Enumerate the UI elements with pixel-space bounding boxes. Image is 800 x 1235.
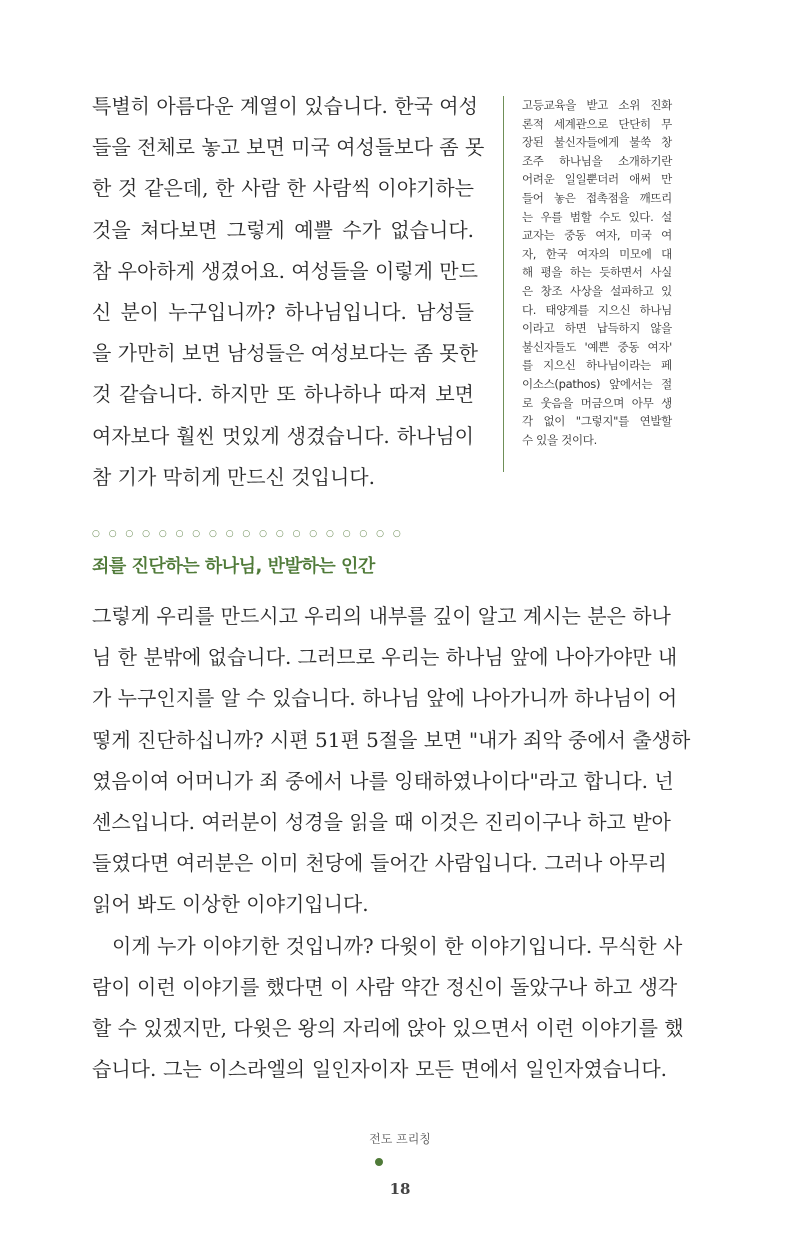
text-line: 특별히 아름다운 계열이 있습니다. 한국 여성 [92,94,478,118]
note-line: 로 웃음을 머금으며 아무 생 [522,395,672,410]
note-line: 이라고 하면 납득하지 않을 [522,321,672,336]
main-body [92,596,691,1090]
text-line: 들였다면 여러분은 이미 천당에 들어간 사람입니다. 그러나 아무리 [92,851,667,876]
text-line: 것 같습니다. 하지만 또 하나하나 따져 보면 [92,382,474,407]
text-line: 가 누구인지를 알 수 있습니다. 하나님 앞에 나아가니까 하나님이 어 [92,686,678,711]
note-line: 장된 불신자들에게 불쑥 창 [522,135,672,150]
note-line: 불신자들도 '예쁜 중동 여자' [522,339,672,354]
footer-dot-ornament [375,1158,383,1166]
text-line: 람이 이런 이야기를 했다면 이 사람 약간 정신이 돌았구나 하고 생각 [92,974,678,999]
text-line: 그렇게 우리를 만드시고 우리의 내부를 깊이 알고 계시는 분은 하나 [92,604,671,628]
note-line: 해 평을 하는 듯하면서 사실 [522,265,672,280]
note-line: 어려운 일일뿐더러 애써 만 [522,172,672,187]
section-heading: 죄를 진단하는 하나님, 반발하는 인간 [92,556,375,577]
note-line: 각 없이 "그렇지"를 연발할 [522,414,672,429]
section-dots-divider: ○ ○ ○ ○ ○ ○ ○ ○ ○ ○ ○ ○ ○ ○ ○ ○ ○ ○ ○ [92,529,404,539]
note-line: 자, 한국 여자의 미모에 대 [522,246,672,261]
text-line: 센스입니다. 여러분이 성경을 읽을 때 이것은 진리이구나 하고 받아 [92,810,671,835]
note-line: 를 지으신 하나님이라는 페 [522,358,672,373]
text-line: 습니다. 그는 이스라엘의 일인자이자 모든 면에서 일인자였습니다. [92,1057,667,1082]
note-line: 이소스(pathos) 앞에서는 절 [522,376,672,391]
note-line: 는 우를 범할 수도 있다. 설 [522,209,672,224]
note-line: 다. 태양계를 지으신 하나님 [522,302,672,317]
paragraph-1 [92,596,691,926]
text-line: 읽어 봐도 이상한 이야기입니다. [92,892,369,917]
note-line: 론적 세계관으로 단단히 무 [522,116,672,131]
note-line: 조주 하나님을 소개하기란 [522,153,672,168]
note-line: 들어 놓은 접촉점을 깨뜨리 [522,190,672,205]
text-line: 여자보다 훨씬 멋있게 생겼습니다. 하나님이 [92,423,474,448]
text-line: 할 수 있겠지만, 다윗은 왕의 자리에 앉아 있으면서 이런 이야기를 했 [92,1016,684,1041]
text-line: 참 우아하게 생겼어요. 여성들을 이렇게 만드 [92,258,478,283]
text-line: 참 기가 막히게 만드신 것입니다. [92,464,375,489]
text-line: 님 한 분밖에 없습니다. 그러므로 우리는 하나님 앞에 나아가야만 내 [92,645,678,670]
text-line: 신 분이 누구입니까? 하나님입니다. 남성들 [92,300,474,325]
note-line: 교자는 중동 여자, 미국 여 [522,228,672,243]
text-line: 떻게 진단하십니까? 시편 51편 5절을 보면 "내가 죄악 중에서 출생하 [92,727,691,752]
note-line: 고등교육을 받고 소위 진화 [522,98,672,112]
top-paragraph [92,86,485,498]
paragraph-2 [92,926,684,1091]
note-line: 수 있을 것이다. [522,432,597,447]
text-line: 들을 전체로 놓고 보면 미국 여성들보다 좀 못 [92,135,485,160]
text-line: 을 가만히 보면 남성들은 여성보다는 좀 못한 [92,341,478,366]
running-footer-title: 전도 프리칭 [369,1132,431,1146]
sidebar-divider [503,96,504,472]
text-line: 이게 누가 이야기한 것입니까? 다윗이 한 이야기입니다. 무식한 사 [112,933,683,958]
sidebar-note [522,96,672,449]
text-line: 였음이여 어머니가 죄 중에서 나를 잉태하였나이다"라고 합니다. 넌 [92,768,674,793]
text-line: 것을 쳐다보면 그렇게 예쁠 수가 없습니다. [92,217,474,242]
page-number: 18 [389,1180,411,1198]
note-line: 은 창조 사상을 설파하고 있 [522,283,672,298]
text-line: 한 것 같은데, 한 사람 한 사람씩 이야기하는 [92,176,474,201]
